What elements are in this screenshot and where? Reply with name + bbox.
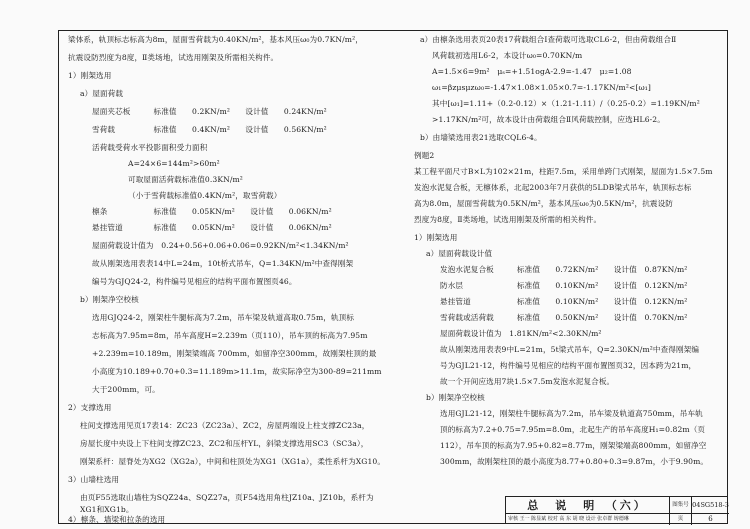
text-line: +2.239m=10.189m，刚架梁端高 700mm，如留净空300mm，故刚架柱顶的最: [92, 349, 377, 358]
text-line: b）由墙梁选用表21选取CQL6-4。: [420, 133, 542, 142]
text-line: 雪荷载或活荷载 标准值 0.50KN/m² 设计值 0.70KN/m²: [440, 313, 688, 322]
text-line: 2）支撑选用: [68, 403, 112, 412]
text-line: 悬挂管道 标准值 0.10KN/m² 设计值 0.12KN/m²: [440, 297, 688, 306]
text-line: a）屋面荷载: [80, 89, 124, 98]
text-line: b）刚架净空校核: [80, 295, 139, 304]
text-line: 烈度为8度，Ⅱ类场地，试选用刚架及所需的相关构件。: [414, 215, 602, 224]
text-line: 发泡水泥复合板 标准值 0.72KN/m² 设计值 0.87KN/m²: [440, 265, 688, 274]
text-line: 风荷载初选用L6-2，本设计ω₀=0.70KN/m: [432, 51, 583, 60]
text-line: （小于雪荷载标准值0.4KN/m²，取雪荷载）: [128, 191, 282, 200]
text-line: 故从刚架选用表表9中L=21m，5t梁式吊车，Q=2.30KN/m²中查得刚架编: [440, 345, 700, 354]
text-line: 高为8.0m，屋面雪荷载为0.5KN/m²，基本风压ω₀为0.5KN/m²，抗震设防: [414, 199, 673, 208]
text-line: 小高度为10.189+0.70+0.3=11.189m>11.1m，故实际净空为300-89=211mm: [92, 367, 382, 376]
text-line: 112），吊车顶的标高为7.95+0.82=8.77m，刚架梁端高800mm，如留净空: [440, 441, 707, 450]
text-line: 选用GJQ24-2，刚架柱牛腿标高为7.2m，吊车梁及轨道高取0.75m，轨顶标: [92, 313, 355, 322]
text-line: 檩条 标准值 0.05KN/m² 设计值 0.06KN/m²: [92, 207, 332, 216]
text-line: A=1.5×6=9m² μₛ=+1.51ogA-2.9=-1.47 μ₂=1.08: [432, 67, 632, 76]
text-line: 故一个开间应选用7块1.5×7.5m发泡水泥复合板。: [440, 377, 615, 386]
text-line: 300mm，故刚架柱顶的最小高度为8.77+0.80+0.3=9.87m，小于9.90m。: [440, 457, 709, 466]
text-line: A=24×6=144m²>60m²: [128, 159, 220, 168]
text-line: 故从刚架选用表表14中L=24m，10t桥式吊车，Q=1.34KN/m²中查得刚架: [92, 259, 354, 268]
text-line: 1）刚架选用: [68, 71, 112, 80]
text-line: 发泡水泥复合板，无檩体系，北起2003年7月获供的5LDB梁式吊车，轨顶标志标: [414, 183, 692, 192]
signature-row: 审核 王一 陈显斌 校对 高 东 胡 晓 设计 张卓群 铸德琳: [506, 514, 670, 525]
text-line: 顶的标高为7.2+0.75=7.95m=8.0m，北起生产的吊车高度H₁=0.82m（页: [440, 425, 706, 434]
text-line: 防水层 标准值 0.10KN/m² 设计值 0.12KN/m²: [440, 281, 688, 290]
atlas-label: 图集号: [670, 497, 692, 514]
sheet-title: 总 说 明 （六）: [506, 497, 670, 514]
page-number: 6: [708, 515, 713, 523]
text-line: 柱间支撑选用见页17表14：ZC23（ZC23a）、ZC2，房屋两端设上柱支撑ZC23a，: [80, 421, 370, 430]
text-line: 由页F55选取山墙柱为SQZ24a、SQZ27a，页F54选用角柱JZ10a、JZ10b，系杆为: [80, 493, 374, 502]
text-line: 其中[ω₁]=1.11+（0.2-0.12）×（1.21-1.11）/（0.25-0.2）=1.19KN/m²: [432, 99, 700, 108]
text-line: 屋面荷载设计值为 0.24+0.56+0.06+0.06=0.92KN/m²<1.34KN/m²: [92, 241, 349, 250]
text-line: a）由檩条选用表页20表17荷载组合Ⅰ查荷载可选取CL6-2，但由荷载组合Ⅱ: [420, 35, 677, 44]
title-block: [505, 496, 728, 524]
text-line: 可取屋面活荷载标准值0.3KN/m²: [128, 175, 243, 184]
text-line: XG1和XG1b。: [80, 505, 134, 514]
text-line: b）刚架净空校核: [426, 393, 485, 402]
text-line: 活荷载受荷水平投影面积受力面积: [92, 143, 208, 152]
text-line: 号为GJL21-12，构件编号见相应的结构平面布置图页32，因本跨为21m，: [440, 361, 697, 370]
text-line: 志标高为7.95m=8m，吊车高度H=2.239m（页110），吊车顶的标高为7.95m: [92, 331, 368, 340]
text-line: 梁体系，轨顶标志标高为8m，屋面雪荷载为0.40KN/m²，基本风压ω₀为0.7KN/m²，: [68, 35, 363, 44]
text-line: 大于200mm，可。: [92, 385, 160, 394]
text-line: 3）山墙柱选用: [68, 475, 120, 484]
text-line: 抗震设防烈度为8度，Ⅱ类场地，试选用刚架及所需相关构件。: [68, 53, 279, 62]
page-label: 页: [670, 514, 692, 525]
atlas-number: 04SG518-3: [692, 497, 729, 514]
text-line: 4）檩条、墙梁和拉条的选用: [68, 515, 166, 524]
text-line: 某工程平面尺寸B×L为102×21m，柱距7.5m，采用单跨门式刚架，屋面为1.5×7.5m: [414, 167, 713, 176]
text-line: 悬挂管道 标准值 0.05KN/m² 设计值 0.06KN/m²: [92, 223, 332, 232]
text-line: a）屋面荷载设计值: [426, 249, 493, 258]
text-line: >1.17KN/m²可，故本设计由荷载组合Ⅱ风荷载控制，应选HL6-2。: [432, 115, 665, 124]
text-line: 屋面夹芯板 标准值 0.2KN/m² 设计值 0.24KN/m²: [92, 107, 327, 116]
text-line: ω₁=βzμsμzω₀=-1.47×1.08×1.05×0.7=-1.17KN/m²<[ω₁]: [432, 83, 651, 92]
text-line: 选用GJL21-12，刚架柱牛腿标高为7.2m，吊车梁及轨道高750mm，吊车轨: [440, 409, 703, 418]
text-line: 屋面荷载设计值为 1.81KN/m²<2.30KN/m²: [440, 329, 602, 338]
text-line: 1）刚架选用: [414, 233, 458, 242]
text-line: 刚架系杆：屋脊处为XG2（XG2a），中间和柱顶处为XG1（XG1a），柔性系杆为XG10。: [80, 457, 386, 466]
text-line: 编号为GJQ24-2，构件编号见相应的结构平面布置图页46。: [92, 277, 297, 286]
text-line: 雪荷载 标准值 0.4KN/m² 设计值 0.56KN/m²: [92, 125, 327, 134]
text-line: 例题2: [414, 151, 435, 160]
text-line: 房屋长度中央设上下柱间支撑ZC23、ZC2和压杆YL，斜梁支撑选用SC3（SC3a），: [80, 439, 369, 448]
